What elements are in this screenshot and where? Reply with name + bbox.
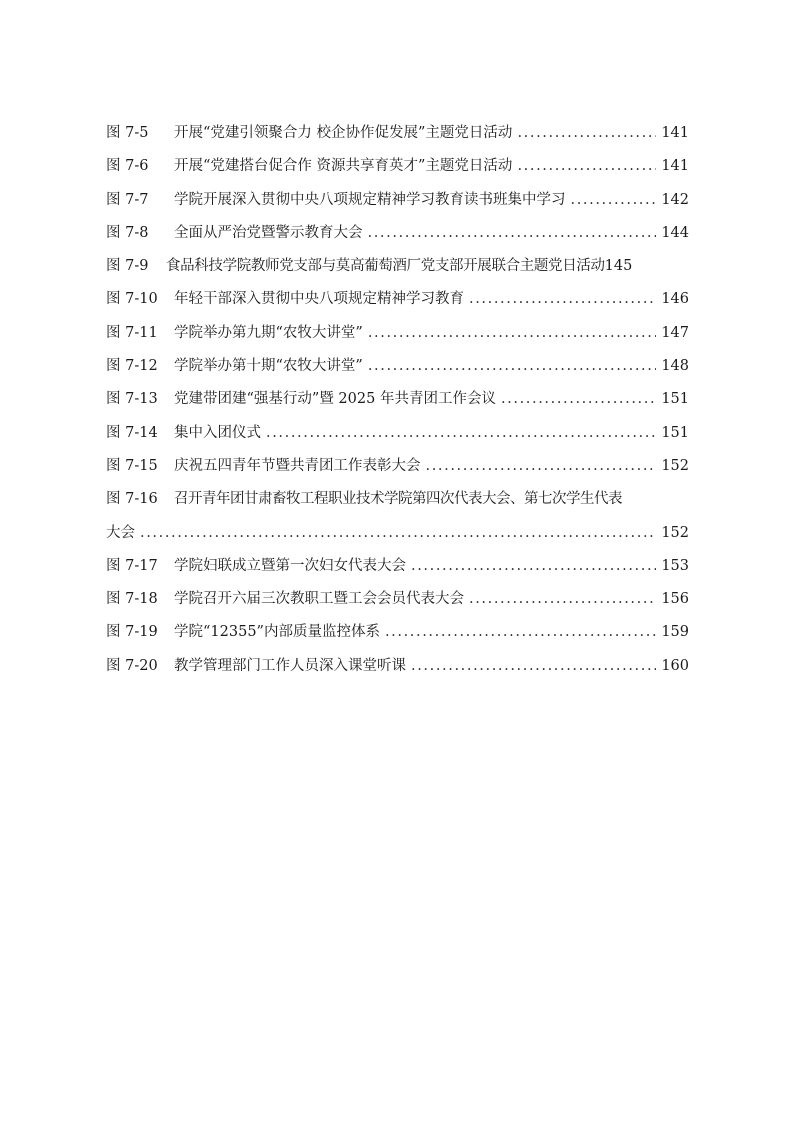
toc-entry[interactable] (106, 417, 689, 450)
figure-number: 图 7-17 (106, 557, 158, 574)
figure-number: 图 7-6 (106, 158, 149, 175)
dot-leader (501, 383, 656, 416)
dot-leader (411, 550, 656, 583)
dot-leader (368, 217, 657, 250)
page-number: 145 (604, 258, 633, 275)
toc-entry[interactable] (106, 550, 689, 583)
figure-number: 图 7-8 (106, 224, 149, 241)
figure-number: 图 7-14 (106, 424, 158, 441)
figure-number: 图 7-13 (106, 391, 158, 408)
figure-number: 图 7-16 (106, 491, 158, 508)
toc-entry[interactable] (106, 217, 689, 250)
page-number: 156 (661, 591, 689, 608)
page-number: 151 (661, 424, 689, 441)
page-number: 152 (661, 524, 689, 541)
dot-leader (469, 583, 656, 616)
page-number: 160 (661, 657, 689, 674)
figure-title: 开展“党建搭台促合作 资源共享育英才”主题党日活动 (174, 158, 513, 175)
figure-number: 图 7-11 (106, 324, 158, 341)
dot-leader (385, 616, 656, 649)
figure-title: 召开青年团甘肃畜牧工程职业技术学院第四次代表大会、第七次学生代表 (174, 491, 622, 508)
page-number: 144 (661, 224, 689, 241)
figure-title-continued: 大会 (106, 524, 135, 541)
page-number: 152 (661, 457, 689, 474)
figure-title: 开展“党建引领聚合力 校企协作促发展”主题党日活动 (174, 125, 513, 141)
figure-title: 集中入团仪式 (174, 424, 261, 441)
toc-entry[interactable] (106, 450, 689, 483)
dot-leader (266, 417, 656, 450)
figure-title: 学院妇联成立暨第一次妇女代表大会 (174, 557, 406, 574)
figure-title: 党建带团建“强基行动”暨 2025 年共青团工作会议 (174, 391, 496, 408)
figure-number: 图 7-10 (106, 291, 158, 308)
figure-title: 年轻干部深入贯彻中央八项规定精神学习教育 (174, 291, 464, 308)
page-number: 146 (661, 291, 689, 308)
page-number: 159 (661, 624, 689, 641)
dot-leader (517, 150, 656, 183)
toc-entry[interactable] (106, 650, 689, 683)
page-number: 147 (661, 324, 689, 341)
figure-number: 图 7-7 (106, 191, 149, 208)
page-number: 141 (661, 158, 689, 175)
figure-number: 图 7-15 (106, 457, 158, 474)
toc-entry[interactable] (106, 616, 689, 649)
figure-title: 教学管理部门工作人员深入课堂听课 (174, 657, 406, 674)
dot-leader (571, 184, 657, 217)
toc-entry[interactable] (106, 117, 689, 150)
figure-number: 图 7-12 (106, 358, 158, 375)
figure-title: 学院召开六届三次教职工暨工会会员代表大会 (174, 591, 464, 608)
figure-title: 庆祝五四青年节暨共青团工作表彰大会 (174, 457, 421, 474)
figure-title: 学院开展深入贯彻中央八项规定精神学习教育读书班集中学习 (174, 191, 566, 208)
figure-title: 学院举办第九期“农牧大讲堂” (174, 324, 363, 341)
figure-number: 图 7-20 (106, 657, 158, 674)
page-number: 142 (661, 191, 689, 208)
figure-title: 全面从严治党暨警示教育大会 (174, 224, 363, 241)
figure-title: 食品科技学院教师党支部与莫高葡萄酒厂党支部开展联合主题党日活动 (166, 258, 605, 275)
figure-number: 图 7-19 (106, 624, 158, 641)
toc-entry[interactable] (106, 250, 689, 283)
toc-entry[interactable] (106, 150, 689, 183)
page-number: 148 (661, 358, 689, 375)
toc-entry[interactable] (106, 350, 689, 383)
figure-number: 图 7-5 (106, 125, 149, 141)
figure-number: 图 7-9 (106, 258, 149, 275)
page-number: 153 (661, 557, 689, 574)
figure-title: 学院“12355”内部质量监控体系 (174, 624, 380, 641)
page-number: 151 (661, 391, 689, 408)
toc-entry[interactable] (106, 583, 689, 616)
dot-leader (469, 283, 656, 316)
figure-list (106, 117, 689, 683)
toc-entry[interactable] (106, 383, 689, 416)
page-number: 141 (661, 125, 689, 141)
figure-number: 图 7-18 (106, 591, 158, 608)
toc-entry[interactable] (106, 317, 689, 350)
dot-leader (411, 650, 656, 683)
toc-entry[interactable] (106, 184, 689, 217)
toc-entry-first-line[interactable] (106, 483, 689, 516)
dot-leader (517, 117, 656, 150)
toc-entry[interactable] (106, 283, 689, 316)
dot-leader (426, 450, 657, 483)
figure-title: 学院举办第十期“农牧大讲堂” (174, 358, 363, 375)
dot-leader (368, 350, 656, 383)
dot-leader (368, 317, 656, 350)
dot-leader (140, 517, 656, 550)
toc-entry-continuation[interactable] (106, 517, 689, 550)
